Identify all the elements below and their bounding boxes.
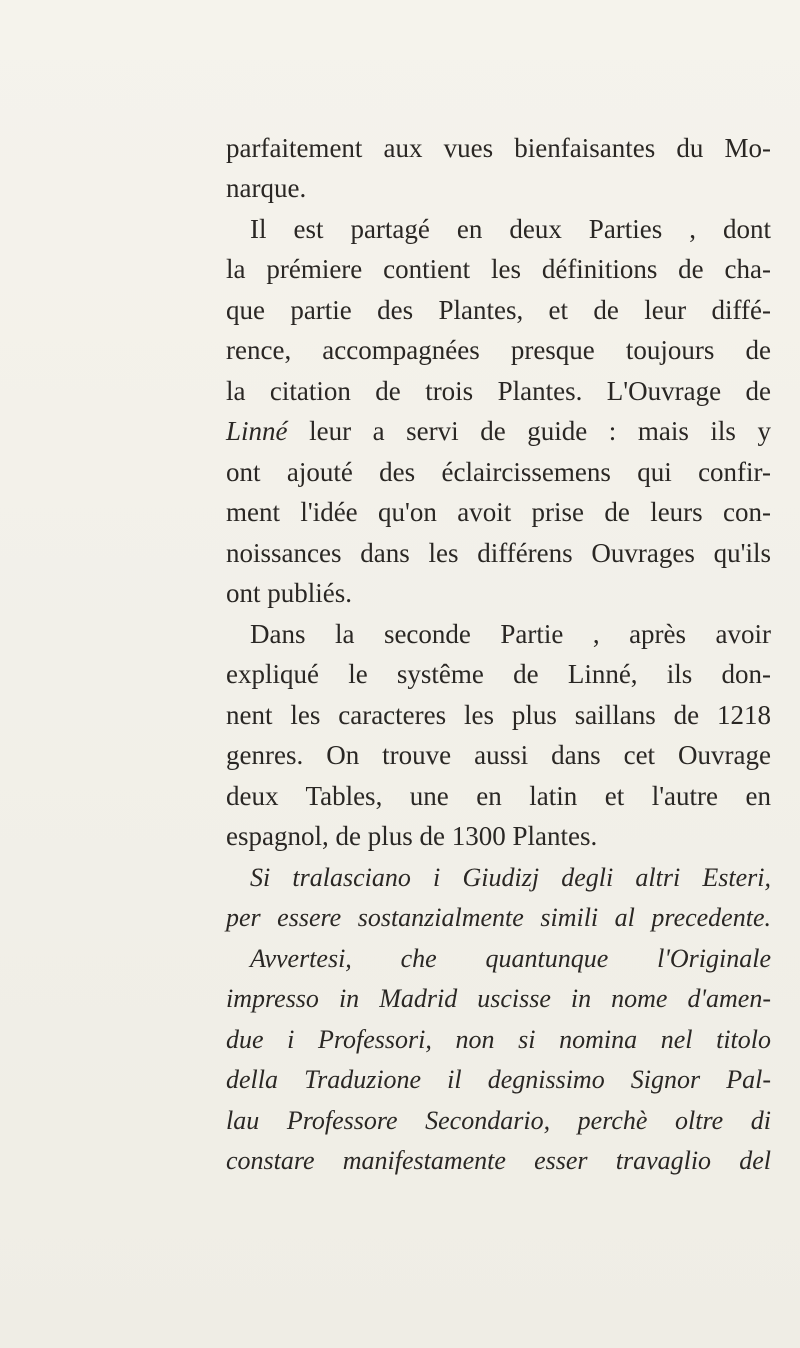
text-line-italic	[250, 858, 771, 898]
text-span-italic: Linné	[226, 416, 288, 446]
text-span: leur a servi de guide : mais ils y	[287, 416, 771, 446]
text-span: ment l'idée qu'on avoit prise de leurs con-	[226, 497, 771, 527]
text-span: nent les caracteres les plus saillans de 1218	[226, 700, 771, 730]
text-line	[226, 411, 771, 451]
text-span-italic: constare manifestamente esser travaglio del	[226, 1146, 771, 1175]
text-span-italic: per essere sostanzialmente simili al precedente.	[226, 903, 771, 932]
text-span-italic: lau Professore Secondario, perchè oltre di	[226, 1106, 771, 1135]
text-line	[226, 573, 352, 613]
text-span: Dans la seconde Partie , après avoir	[250, 619, 771, 649]
text-line	[226, 249, 771, 289]
text-line	[226, 695, 771, 735]
text-line-italic	[226, 1060, 771, 1100]
text-line	[226, 735, 771, 775]
text-span: narque.	[226, 173, 307, 203]
text-span-italic: Avvertesi, che quantunque l'Originale	[250, 944, 771, 973]
text-span: parfaitement aux vues bienfaisantes du Mo-	[226, 133, 771, 163]
text-line-italic	[226, 1020, 771, 1060]
text-span-italic: due i Professori, non si nomina nel titolo	[226, 1025, 771, 1054]
text-line	[226, 492, 771, 532]
text-span: expliqué le systême de Linné, ils don-	[226, 659, 771, 689]
text-span-italic: della Traduzione il degnissimo Signor Pal-	[226, 1065, 771, 1094]
text-span: noissances dans les différens Ouvrages qu'ils	[226, 538, 771, 568]
text-span: ont publiés.	[226, 578, 352, 608]
text-line	[226, 452, 771, 492]
text-line	[226, 168, 306, 208]
text-line	[226, 290, 771, 330]
text-span: la prémiere contient les définitions de cha-	[226, 254, 771, 284]
text-line	[226, 533, 771, 573]
text-line	[226, 816, 597, 856]
text-line-italic	[226, 1101, 771, 1141]
text-span: espagnol, de plus de 1300 Plantes.	[226, 821, 598, 851]
text-span: rence, accompagnées presque toujours de	[226, 335, 771, 365]
text-line-italic	[226, 979, 771, 1019]
text-span: genres. On trouve aussi dans cet Ouvrage	[226, 740, 771, 770]
text-span: Il est partagé en deux Parties , dont	[250, 214, 771, 244]
text-line	[226, 371, 771, 411]
text-line	[226, 128, 771, 168]
text-line-italic	[250, 939, 771, 979]
text-span: que partie des Plantes, et de leur diffé-	[226, 295, 771, 325]
text-line	[250, 614, 771, 654]
text-span-italic: Si tralasciano i Giudizj degli altri Esteri,	[250, 863, 771, 892]
text-span-italic: impresso in Madrid uscisse in nome d'amen-	[226, 984, 771, 1013]
text-line	[226, 776, 771, 816]
text-line-italic	[226, 1141, 771, 1181]
text-line	[250, 209, 771, 249]
text-line	[226, 654, 771, 694]
text-span: ont ajouté des éclaircissemens qui confir-	[226, 457, 771, 487]
text-line	[226, 330, 771, 370]
text-line-italic	[226, 898, 771, 938]
text-span: deux Tables, une en latin et l'autre en	[226, 781, 771, 811]
text-span: la citation de trois Plantes. L'Ouvrage de	[226, 376, 771, 406]
